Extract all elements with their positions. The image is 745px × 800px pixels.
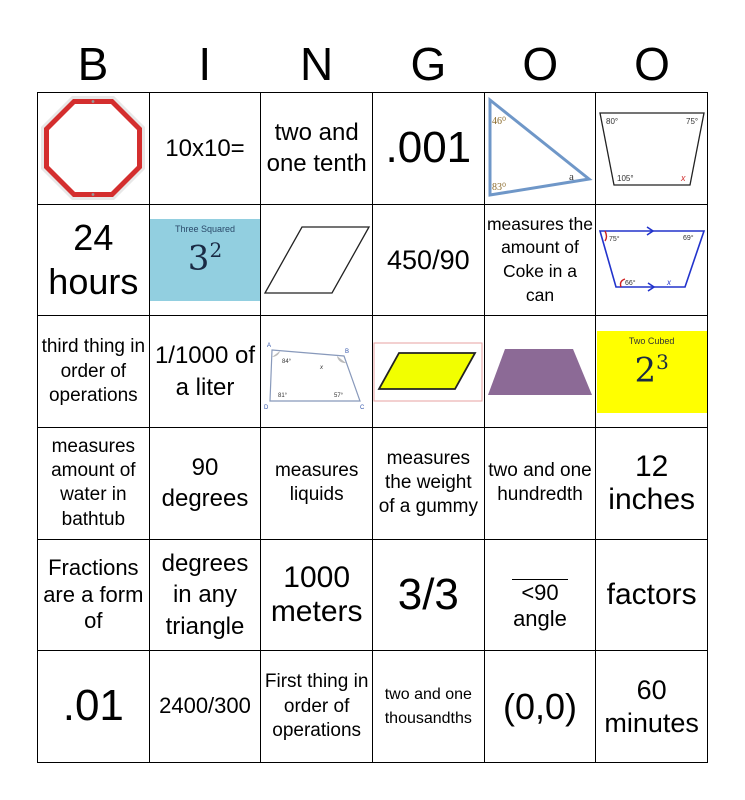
power-base: 2 — [634, 349, 657, 390]
header-letter-o-2: O — [634, 38, 670, 90]
cell-text: measures the amount of Coke in a can — [486, 213, 593, 305]
bingo-cell-r4c6[interactable] — [596, 428, 708, 540]
angle-label: x — [319, 364, 323, 371]
bingo-cell-r2c5[interactable] — [485, 205, 597, 317]
angle-label: 84° — [281, 358, 291, 365]
trapezoid-angles-icon — [597, 93, 707, 203]
header-letter-g: G — [410, 38, 447, 90]
header-letter-o: O — [522, 38, 559, 90]
bingo-cell-r6c3[interactable] — [261, 651, 373, 763]
yellow-parallelogram-icon — [373, 317, 483, 427]
cell-text: 1000 meters — [270, 561, 363, 628]
cell-text: 2400/300 — [159, 693, 251, 719]
bingo-cell-r1c4[interactable] — [373, 93, 485, 205]
cell-text: 24 hours — [48, 217, 139, 302]
power-exponent: 3 — [656, 349, 669, 374]
cell-text: Fractions are a form of — [43, 555, 144, 634]
bingo-cell-r4c5[interactable] — [485, 428, 597, 540]
angle-label: x — [680, 173, 686, 184]
header-letter-b: B — [77, 38, 109, 90]
three-squared-card — [150, 219, 260, 301]
cell-text: 1/1000 of a liter — [154, 342, 256, 401]
bingo-cell-r3c5[interactable] — [485, 316, 597, 428]
card-expression — [188, 238, 222, 278]
bingo-board — [37, 92, 708, 763]
bingo-cell-r3c6[interactable] — [596, 316, 708, 428]
vertex-label: D — [263, 404, 268, 411]
bingo-cell-r3c1[interactable] — [38, 316, 150, 428]
cell-text: 3/3 — [397, 569, 459, 619]
bingo-cell-r5c4[interactable] — [373, 540, 485, 652]
angle-label: a — [568, 171, 574, 184]
two-cubed-card — [597, 331, 707, 413]
cell-text: 90 degrees — [161, 454, 249, 513]
cell-text: third thing in order of operations — [41, 336, 146, 406]
cell-text: 10x10= — [165, 134, 245, 162]
cell-text — [512, 557, 568, 633]
bingo-cell-r3c4[interactable] — [373, 316, 485, 428]
bingo-cell-r1c1[interactable] — [38, 93, 150, 205]
power-base: 3 — [187, 238, 210, 279]
bingo-cell-r1c6[interactable] — [596, 93, 708, 205]
bingo-cell-r2c3[interactable] — [261, 205, 373, 317]
angle-label: 57° — [333, 392, 343, 399]
bingo-cell-r5c3[interactable] — [261, 540, 373, 652]
bingo-cell-r2c6[interactable] — [596, 205, 708, 317]
power-exponent: 2 — [209, 237, 223, 262]
bingo-cell-r6c1[interactable] — [38, 651, 150, 763]
cell-text: 450/90 — [387, 244, 470, 275]
cell-text: measures the weight of a gummy — [378, 447, 478, 518]
bingo-cell-r2c2[interactable] — [150, 205, 262, 317]
bingo-cell-r5c2[interactable] — [150, 540, 262, 652]
cell-text: two and one thousandths — [384, 686, 472, 727]
angle-label: 46⁰ — [491, 116, 506, 128]
bingo-cell-r3c2[interactable] — [150, 316, 262, 428]
bingo-cell-r2c1[interactable] — [38, 205, 150, 317]
purple-trapezoid-icon — [485, 317, 595, 427]
card-expression — [634, 350, 668, 390]
stop-sign-octagon-icon — [38, 93, 148, 203]
header-letter-n: N — [299, 38, 334, 90]
angle-label: 80° — [605, 117, 618, 127]
cell-text: two and one tenth — [266, 119, 367, 178]
blank-line — [512, 557, 568, 580]
cell-text: First thing in order of operations — [264, 671, 369, 741]
vertex-label: C — [359, 404, 364, 411]
angle-label: 69° — [682, 234, 694, 242]
bingo-cell-r6c2[interactable] — [150, 651, 262, 763]
bingo-cell-r4c1[interactable] — [38, 428, 150, 540]
bingo-cell-r1c2[interactable] — [150, 93, 262, 205]
triangle-diagram-icon — [485, 93, 595, 203]
bingo-cell-r5c1[interactable] — [38, 540, 150, 652]
angle-limit: <90 — [521, 580, 559, 606]
cell-text: (0,0) — [502, 685, 577, 727]
angle-label: 81° — [277, 392, 287, 399]
trapezoid-arrows-icon — [597, 205, 707, 315]
angle-label: x — [666, 277, 671, 287]
card-title: Three Squared — [174, 223, 235, 234]
bingo-cell-r4c4[interactable] — [373, 428, 485, 540]
bingo-cell-r5c6[interactable] — [596, 540, 708, 652]
angle-label: 75° — [608, 235, 620, 243]
cell-text: 12 inches — [608, 449, 696, 517]
bingo-cell-r1c5[interactable] — [485, 93, 597, 205]
angle-label: 75° — [685, 117, 698, 127]
bingo-cell-r6c5[interactable] — [485, 651, 597, 763]
bingo-cell-r6c6[interactable] — [596, 651, 708, 763]
bingo-cell-r3c3[interactable] — [261, 316, 373, 428]
cell-text: degrees in any triangle — [161, 550, 249, 640]
bingo-header — [37, 38, 708, 90]
cell-text: measures amount of water in bathtub — [51, 435, 136, 530]
bingo-cell-r1c3[interactable] — [261, 93, 373, 205]
angle-word: angle — [513, 606, 567, 632]
vertex-label: B — [344, 348, 349, 355]
parallelogram-icon — [262, 205, 372, 315]
cell-text: .01 — [62, 681, 124, 731]
header-letter-i: I — [198, 38, 212, 90]
bingo-cell-r2c4[interactable] — [373, 205, 485, 317]
angle-label: 66° — [624, 279, 636, 287]
bingo-cell-r4c3[interactable] — [261, 428, 373, 540]
angle-label: 105° — [616, 174, 634, 184]
cell-text: .001 — [385, 122, 472, 172]
bingo-cell-r6c4[interactable] — [373, 651, 485, 763]
cell-text: two and one hundredth — [488, 460, 592, 506]
card-title: Two Cubed — [628, 335, 675, 346]
angle-label: 83⁰ — [491, 182, 506, 194]
bingo-cell-r4c2[interactable] — [150, 428, 262, 540]
vertex-label: A — [266, 342, 271, 349]
quadrilateral-angles-icon — [262, 317, 372, 427]
bingo-cell-r5c5[interactable] — [485, 540, 597, 652]
cell-text: factors — [606, 578, 697, 612]
cell-text: measures liquids — [274, 460, 359, 506]
cell-text: 60 minutes — [604, 675, 699, 738]
